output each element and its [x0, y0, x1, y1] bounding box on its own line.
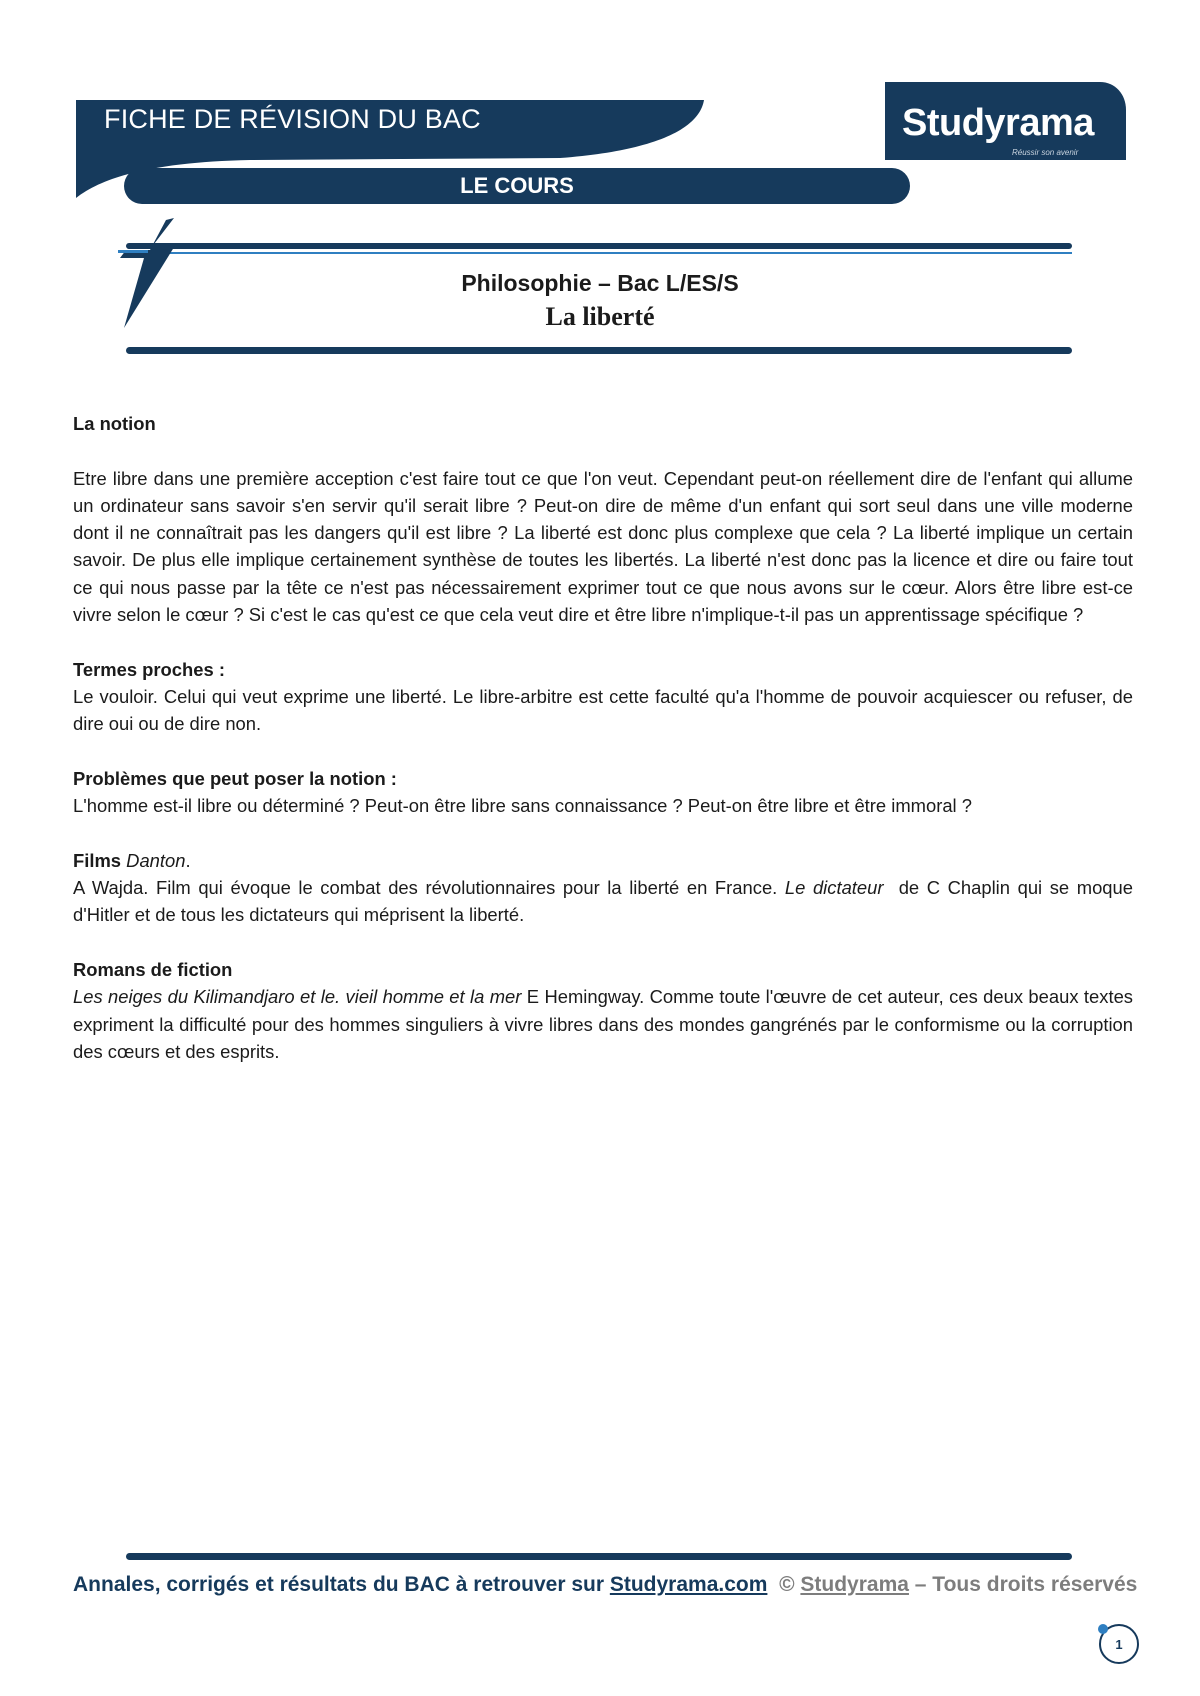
section-heading-films: Films — [73, 849, 122, 871]
footer-brand-link[interactable]: Studyrama — [800, 1573, 909, 1596]
logo-tagline: Réussir son avenir — [1012, 148, 1079, 157]
section-heading-termes: Termes proches : — [73, 658, 225, 680]
section-label: LE COURS — [460, 173, 574, 198]
film-title-danton: Danton — [126, 849, 186, 871]
topic-title: La liberté — [545, 302, 655, 331]
paragraph-films — [73, 874, 1133, 929]
paragraph-romans — [73, 983, 1133, 1065]
page-number-dot — [1098, 1624, 1108, 1634]
paragraph-termes: Le vouloir. Celui qui veut exprime une liberté. Le libre-arbitre est cette faculté qu'a l'homme de pouvoir acquiescer ou refuser, de dire oui ou de dire non. — [73, 685, 1133, 735]
films-period: . — [185, 849, 191, 871]
paragraph-problemes: L'homme est-il libre ou déterminé ? Peut-on être libre sans connaissance ? Peut-on être libre et être immoral ? — [73, 795, 972, 817]
footer-rule — [0, 1550, 1200, 1564]
section-heading-romans: Romans de fiction — [73, 958, 233, 980]
document-body — [73, 410, 1133, 1065]
copyright-symbol: © — [779, 1573, 795, 1596]
film-title-dictateur: Le dictateur — [784, 877, 884, 899]
page-number: 1 — [1099, 1624, 1139, 1664]
novel-titles: Les neiges du Kilimandjaro et le. vieil homme et la mer — [73, 986, 522, 1008]
footer-line — [73, 1573, 1138, 1597]
subject-title: Philosophie – Bac L/ES/S — [461, 270, 739, 296]
banner-title: FICHE DE RÉVISION DU BAC — [104, 104, 481, 134]
films-text-before: A Wajda. Film qui évoque le combat des révolutionnaires pour la liberté en France. — [73, 877, 778, 899]
studyrama-logo: Studyrama — [902, 102, 1094, 144]
section-heading-films-line — [73, 847, 1133, 874]
romans-text: E Hemingway. Comme toute l'œuvre de cet auteur, ces deux beaux textes expriment la difficulté pour des hommes singuliers à vivre libres dans des mondes gangrénés par le conformisme ou la corruption des cœurs et des esprits. — [73, 986, 1133, 1062]
footer-rights: – Tous droits réservés — [914, 1573, 1138, 1596]
paragraph-notion: Etre libre dans une première acception c'est faire tout ce que l'on veut. Cependant peut-on réellement dire de l'enfant qui allume un ordinateur sans savoir s'en servir qu'il serait libre ? Peut-on dire de même d'un enfant qui sort seul dans une ville moderne dont il ne connaîtrait pas les dangers qu'il est libre ? La liberté est donc plus complexe que cela ? La liberté implique un certain savoir. De plus elle implique certainement synthèse de toutes les libertés. La liberté n'est donc pas la licence et dire ou faire tout ce qui nous passe par la tête ce n'est pas nécessairement exprimer tout ce que nous avons sur le cœur. Alors être libre est-ce vivre selon le cœur ? Si c'est le cas qu'est ce que cela veut dire et être libre n'implique-t-il pas un apprentissage spécifique ? — [73, 467, 1133, 626]
footer-text: Annales, corrigés et résultats du BAC à retrouver sur — [73, 1573, 604, 1596]
section-heading-problemes: Problèmes que peut poser la notion : — [73, 767, 397, 789]
films-text-after: de C Chaplin qui se moque d'Hitler et de tous les dictateurs qui méprisent la liberté. — [73, 877, 1133, 926]
footer-site-link[interactable]: Studyrama.com — [609, 1573, 768, 1596]
section-heading-notion: La notion — [73, 413, 156, 434]
